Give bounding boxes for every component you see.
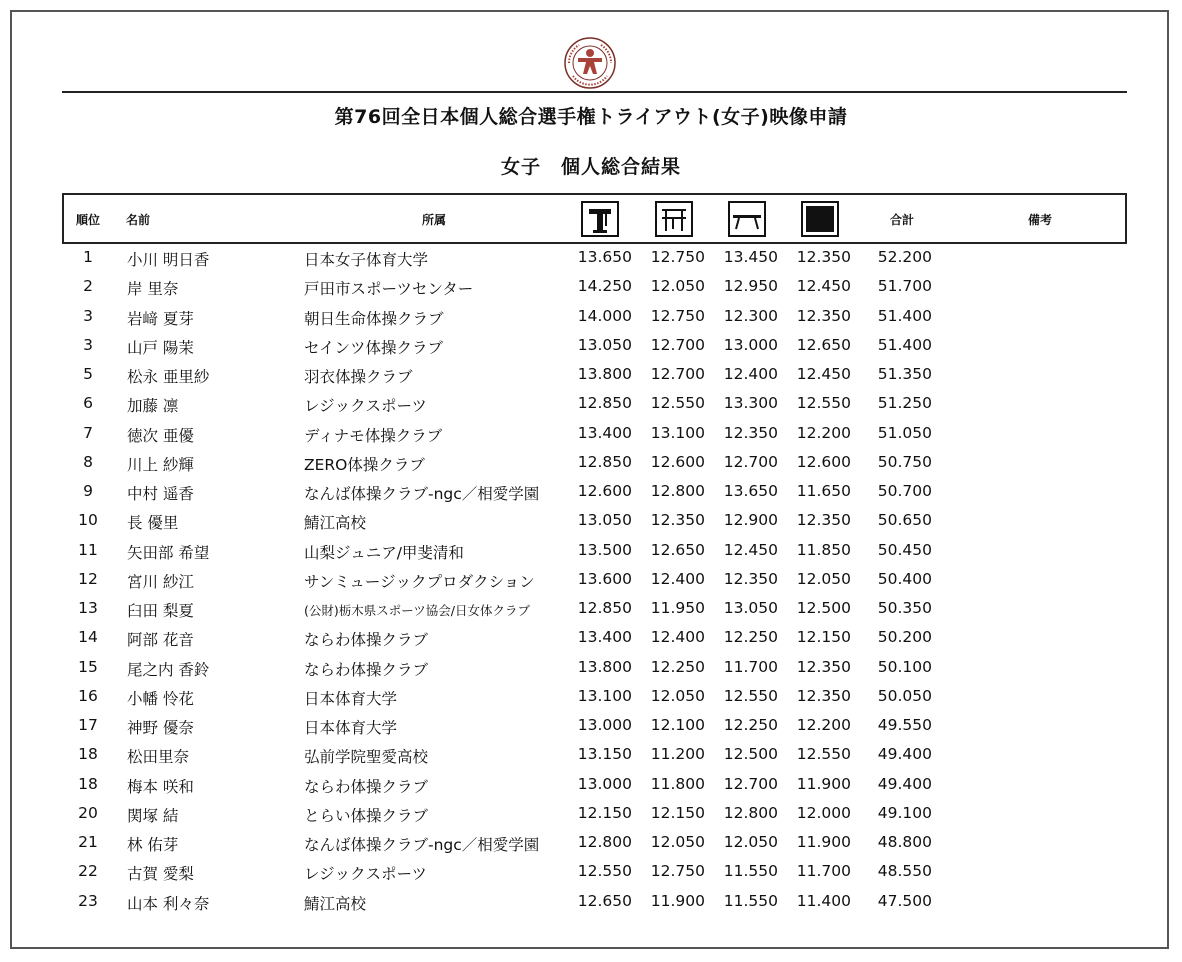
- bars-score-cell: 11.950: [650, 599, 705, 617]
- name-cell: 関塚 結: [127, 806, 179, 825]
- floor-score-cell: 12.000: [796, 803, 851, 822]
- total-score-cell: 51.250: [877, 394, 932, 413]
- total-score-cell: 50.350: [877, 599, 932, 617]
- club-cell: 弘前学院聖愛高校: [304, 748, 429, 767]
- table-row: [0, 683, 1182, 712]
- header-notes: 備考: [1028, 213, 1053, 227]
- rank-cell: 8: [83, 452, 93, 471]
- vault-score-cell: 13.050: [577, 511, 632, 530]
- balance-beam-icon: [728, 201, 766, 237]
- association-logo: [563, 36, 617, 90]
- name-cell: 小幡 怜花: [127, 689, 194, 708]
- table-row: [0, 244, 1182, 273]
- floor-score-cell: 12.350: [796, 248, 851, 266]
- club-cell: 山梨ジュニア/甲斐清和: [304, 543, 464, 562]
- beam-score-cell: 11.550: [723, 862, 778, 881]
- table-row: [0, 390, 1182, 419]
- table-row: [0, 420, 1182, 449]
- table-row: [0, 478, 1182, 507]
- vault-score-cell: 14.250: [577, 277, 632, 296]
- beam-score-cell: 12.250: [723, 628, 778, 647]
- total-score-cell: 49.400: [877, 774, 932, 793]
- total-score-cell: 47.500: [877, 891, 932, 910]
- rank-cell: 18: [78, 774, 98, 793]
- table-row: [0, 858, 1182, 887]
- total-score-cell: 48.800: [877, 833, 932, 851]
- bars-score-cell: 12.700: [650, 335, 705, 354]
- rank-cell: 7: [83, 423, 93, 442]
- vault-score-cell: 12.800: [577, 833, 632, 851]
- table-row: [0, 449, 1182, 478]
- header-rank: 順位: [76, 213, 101, 227]
- club-cell: 日本女子体育大学: [304, 251, 429, 269]
- bars-score-cell: 12.250: [650, 657, 705, 676]
- floor-score-cell: 11.850: [796, 540, 851, 559]
- name-cell: 宮川 紗江: [127, 572, 194, 591]
- bars-score-cell: 12.400: [650, 569, 705, 588]
- beam-score-cell: 12.900: [723, 511, 778, 530]
- name-cell: 神野 優奈: [127, 719, 194, 737]
- beam-score-cell: 12.050: [723, 833, 778, 851]
- floor-score-cell: 12.550: [796, 745, 851, 764]
- table-row: [0, 888, 1182, 917]
- club-cell: なんば体操クラブ-ngc／相愛学園: [304, 485, 540, 503]
- rank-cell: 21: [78, 833, 98, 851]
- rank-cell: 18: [78, 745, 98, 764]
- table-row: [0, 507, 1182, 536]
- total-score-cell: 49.400: [877, 745, 932, 764]
- name-cell: 山本 利々奈: [127, 894, 210, 913]
- table-row: [0, 566, 1182, 595]
- floor-score-cell: 11.650: [796, 482, 851, 500]
- vault-score-cell: 14.000: [577, 306, 632, 325]
- floor-score-cell: 11.900: [796, 774, 851, 793]
- floor-score-cell: 12.500: [796, 599, 851, 617]
- floor-score-cell: 11.400: [796, 891, 851, 910]
- header-rule: [62, 91, 1127, 93]
- total-score-cell: 50.450: [877, 540, 932, 559]
- club-cell: 日本体育大学: [304, 689, 398, 708]
- vault-score-cell: 13.800: [577, 365, 632, 383]
- total-score-cell: 52.200: [877, 248, 932, 266]
- floor-score-cell: 12.450: [796, 277, 851, 296]
- uneven-bars-icon: [655, 201, 693, 237]
- table-row: [0, 741, 1182, 770]
- table-row: [0, 624, 1182, 653]
- club-cell: レジックスポーツ: [304, 865, 427, 884]
- club-cell: ならわ体操クラブ: [304, 660, 429, 679]
- vault-score-cell: 13.400: [577, 628, 632, 647]
- total-score-cell: 51.050: [877, 423, 932, 442]
- vault-score-cell: 13.150: [577, 745, 632, 764]
- name-cell: 川上 紗輝: [127, 455, 194, 474]
- bars-score-cell: 12.750: [650, 306, 705, 325]
- bars-score-cell: 12.150: [650, 803, 705, 822]
- vault-score-cell: 13.600: [577, 569, 632, 588]
- name-cell: 岩﨑 夏芽: [127, 309, 194, 328]
- bars-score-cell: 12.050: [650, 833, 705, 851]
- bars-score-cell: 12.550: [650, 394, 705, 413]
- name-cell: 岸 里奈: [127, 280, 179, 299]
- rank-cell: 3: [83, 335, 93, 354]
- vault-score-cell: 13.100: [577, 686, 632, 705]
- rank-cell: 9: [83, 482, 93, 500]
- rank-cell: 17: [78, 716, 98, 734]
- total-score-cell: 49.100: [877, 803, 932, 822]
- floor-score-cell: 12.200: [796, 716, 851, 734]
- rank-cell: 6: [83, 394, 93, 413]
- name-cell: 松田里奈: [127, 748, 190, 767]
- name-cell: 長 優里: [127, 514, 179, 533]
- vault-score-cell: 12.150: [577, 803, 632, 822]
- rank-cell: 11: [78, 540, 98, 559]
- floor-score-cell: 12.600: [796, 452, 851, 471]
- beam-score-cell: 12.250: [723, 716, 778, 734]
- beam-score-cell: 12.500: [723, 745, 778, 764]
- vault-score-cell: 12.850: [577, 452, 632, 471]
- total-score-cell: 51.350: [877, 365, 932, 383]
- beam-score-cell: 12.300: [723, 306, 778, 325]
- table-row: [0, 800, 1182, 829]
- vault-score-cell: 12.550: [577, 862, 632, 881]
- club-cell: ディナモ体操クラブ: [304, 426, 443, 445]
- club-cell: ZERO体操クラブ: [304, 455, 425, 474]
- name-cell: 古賀 愛梨: [127, 865, 194, 884]
- document-subtitle: 女子 個人総合結果: [500, 156, 681, 178]
- name-cell: 阿部 花音: [127, 631, 194, 650]
- name-cell: 臼田 梨夏: [127, 602, 194, 620]
- rank-cell: 1: [83, 248, 93, 266]
- beam-score-cell: 12.350: [723, 569, 778, 588]
- name-cell: 矢田部 希望: [127, 543, 210, 562]
- table-row: [0, 361, 1182, 390]
- rank-cell: 22: [78, 862, 98, 881]
- bars-score-cell: 12.050: [650, 686, 705, 705]
- floor-score-cell: 12.350: [796, 686, 851, 705]
- total-score-cell: 51.400: [877, 335, 932, 354]
- beam-score-cell: 11.700: [723, 657, 778, 676]
- club-cell: セインツ体操クラブ: [304, 338, 444, 357]
- vault-score-cell: 13.000: [577, 716, 632, 734]
- name-cell: 中村 遥香: [127, 485, 194, 503]
- beam-score-cell: 12.700: [723, 452, 778, 471]
- beam-score-cell: 12.700: [723, 774, 778, 793]
- total-score-cell: 49.550: [877, 716, 932, 734]
- floor-score-cell: 12.350: [796, 657, 851, 676]
- table-row: [0, 712, 1182, 741]
- bars-score-cell: 12.600: [650, 452, 705, 471]
- vault-score-cell: 13.050: [577, 335, 632, 354]
- floor-score-cell: 12.650: [796, 335, 851, 354]
- bars-score-cell: 12.700: [650, 365, 705, 383]
- vault-score-cell: 12.600: [577, 482, 632, 500]
- floor-score-cell: 12.450: [796, 365, 851, 383]
- bars-score-cell: 12.100: [650, 716, 705, 734]
- name-cell: 山戸 陽茉: [127, 338, 194, 357]
- club-cell: 鯖江高校: [304, 894, 367, 913]
- table-header: [62, 193, 1127, 244]
- total-score-cell: 50.050: [877, 686, 932, 705]
- floor-score-cell: 12.350: [796, 306, 851, 325]
- beam-score-cell: 13.450: [723, 248, 778, 266]
- bars-score-cell: 12.800: [650, 482, 705, 500]
- rank-cell: 16: [78, 686, 98, 705]
- club-cell: 朝日生命体操クラブ: [304, 309, 444, 328]
- floor-score-cell: 11.700: [796, 862, 851, 881]
- table-row: [0, 829, 1182, 858]
- bars-score-cell: 12.350: [650, 511, 705, 530]
- floor-score-cell: 11.900: [796, 833, 851, 851]
- rank-cell: 15: [78, 657, 98, 676]
- total-score-cell: 51.400: [877, 306, 932, 325]
- club-cell: レジックスポーツ: [304, 397, 427, 416]
- beam-score-cell: 12.550: [723, 686, 778, 705]
- rank-cell: 3: [83, 306, 93, 325]
- club-cell: 羽衣体操クラブ: [304, 368, 413, 386]
- bars-score-cell: 11.800: [650, 774, 705, 793]
- bars-score-cell: 11.200: [650, 745, 705, 764]
- vault-icon: [581, 201, 619, 237]
- rank-cell: 5: [83, 365, 93, 383]
- total-score-cell: 50.650: [877, 511, 932, 530]
- header-club: 所属: [422, 213, 447, 227]
- total-score-cell: 50.200: [877, 628, 932, 647]
- bars-score-cell: 12.650: [650, 540, 705, 559]
- name-cell: 加藤 凛: [127, 397, 179, 416]
- total-score-cell: 51.700: [877, 277, 932, 296]
- floor-score-cell: 12.050: [796, 569, 851, 588]
- bars-score-cell: 11.900: [650, 891, 705, 910]
- bars-score-cell: 13.100: [650, 423, 705, 442]
- beam-score-cell: 13.050: [723, 599, 778, 617]
- rank-cell: 12: [78, 569, 98, 588]
- bars-score-cell: 12.750: [650, 862, 705, 881]
- club-cell: サンミュージックプロダクション: [304, 572, 535, 591]
- beam-score-cell: 12.350: [723, 423, 778, 442]
- rank-cell: 13: [78, 599, 98, 617]
- table-row: [0, 771, 1182, 800]
- total-score-cell: 48.550: [877, 862, 932, 881]
- vault-score-cell: 13.650: [577, 248, 632, 266]
- total-score-cell: 50.400: [877, 569, 932, 588]
- table-row: [0, 537, 1182, 566]
- name-cell: 徳次 亜優: [127, 426, 194, 445]
- beam-score-cell: 12.450: [723, 540, 778, 559]
- header-total: 合計: [890, 213, 915, 227]
- bars-score-cell: 12.750: [650, 248, 705, 266]
- beam-score-cell: 12.400: [723, 365, 778, 383]
- club-cell: ならわ体操クラブ: [304, 777, 429, 796]
- table-row: [0, 303, 1182, 332]
- table-row: [0, 654, 1182, 683]
- beam-score-cell: 13.650: [723, 482, 778, 500]
- vault-score-cell: 12.850: [577, 394, 632, 413]
- floor-exercise-icon: [801, 201, 839, 237]
- beam-score-cell: 13.300: [723, 394, 778, 413]
- rank-cell: 20: [78, 803, 98, 822]
- table-row: [0, 273, 1182, 302]
- vault-score-cell: 13.800: [577, 657, 632, 676]
- name-cell: 梅本 咲和: [127, 777, 194, 796]
- club-cell: とらい体操クラブ: [304, 806, 429, 825]
- vault-score-cell: 13.000: [577, 774, 632, 793]
- club-cell: ならわ体操クラブ: [304, 631, 429, 650]
- rank-cell: 14: [78, 628, 98, 647]
- total-score-cell: 50.750: [877, 452, 932, 471]
- floor-score-cell: 12.200: [796, 423, 851, 442]
- club-cell: 鯖江高校: [304, 514, 367, 533]
- beam-score-cell: 12.800: [723, 803, 778, 822]
- beam-score-cell: 11.550: [723, 891, 778, 910]
- club-cell: なんば体操クラブ-ngc／相愛学園: [304, 836, 540, 854]
- table-row: [0, 595, 1182, 624]
- header-name: 名前: [126, 213, 151, 227]
- club-cell: 日本体育大学: [304, 719, 398, 737]
- total-score-cell: 50.700: [877, 482, 932, 500]
- table-row: [0, 332, 1182, 361]
- floor-score-cell: 12.150: [796, 628, 851, 647]
- vault-score-cell: 12.650: [577, 891, 632, 910]
- bars-score-cell: 12.050: [650, 277, 705, 296]
- vault-score-cell: 12.850: [577, 599, 632, 617]
- name-cell: 尾之内 香鈴: [127, 660, 210, 679]
- beam-score-cell: 13.000: [723, 335, 778, 354]
- club-cell: (公財)栃木県スポーツ協会/日女体クラブ: [304, 603, 530, 618]
- floor-score-cell: 12.350: [796, 511, 851, 530]
- document-title: 第76回全日本個人総合選手権トライアウト(女子)映像申請: [334, 106, 848, 128]
- total-score-cell: 50.100: [877, 657, 932, 676]
- vault-score-cell: 13.500: [577, 540, 632, 559]
- beam-score-cell: 12.950: [723, 277, 778, 296]
- name-cell: 松永 亜里紗: [127, 368, 210, 386]
- rank-cell: 23: [78, 891, 98, 910]
- rank-cell: 10: [78, 511, 98, 530]
- club-cell: 戸田市スポーツセンター: [304, 280, 474, 299]
- vault-score-cell: 13.400: [577, 423, 632, 442]
- floor-score-cell: 12.550: [796, 394, 851, 413]
- name-cell: 小川 明日香: [127, 251, 210, 269]
- rank-cell: 2: [83, 277, 93, 296]
- name-cell: 林 佑芽: [127, 836, 179, 854]
- bars-score-cell: 12.400: [650, 628, 705, 647]
